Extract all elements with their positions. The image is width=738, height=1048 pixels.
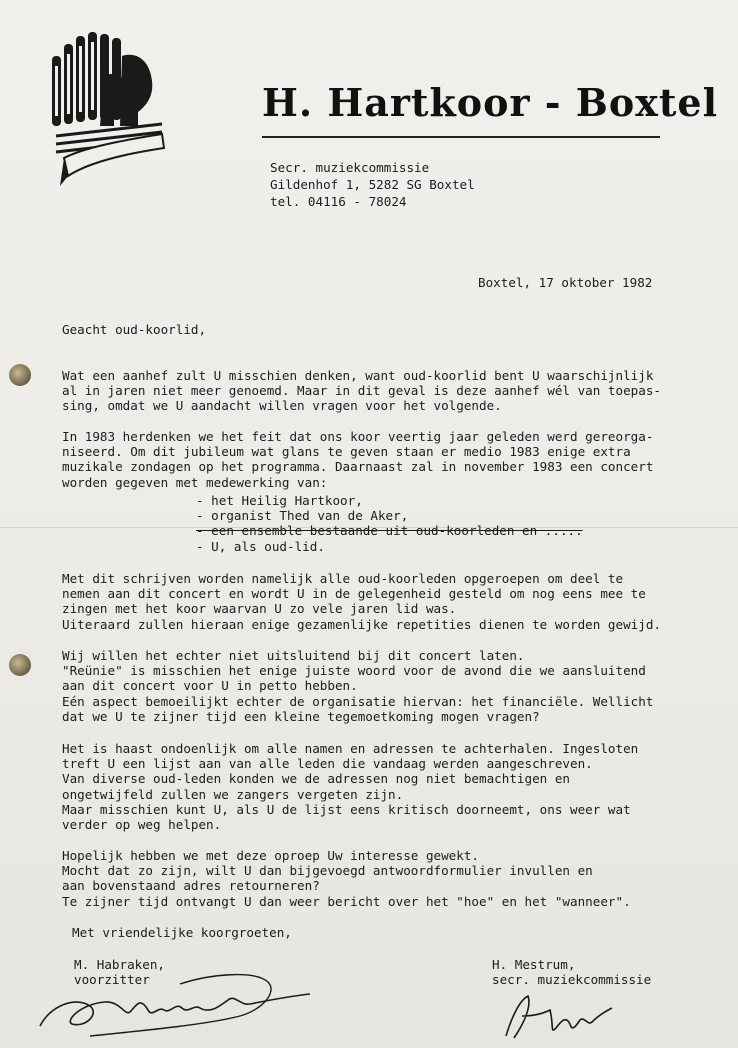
closing-line: Met vriendelijke koorgroeten, [72, 925, 292, 940]
paragraph-line: Van diverse oud-leden konden we de adressen nog niet bemachtigen en [62, 771, 570, 787]
address-line-3: tel. 04116 - 78024 [270, 194, 407, 209]
paragraph-line: In 1983 herdenken we het feit dat ons koor veertig jaar geleden werd gereorga- [62, 429, 654, 444]
choir-logo [42, 26, 172, 198]
paragraph-line: ongetwijfeld zullen we zangers vergeten zijn. [62, 786, 404, 802]
letterhead-rule [262, 136, 660, 138]
paragraph-line: Mocht dat zo zijn, wilt U dan bijgevoegd antwoordformulier invullen en [62, 863, 593, 879]
paragraph-line: Wat een aanhef zult U misschien denken, want oud-koorlid bent U waarschijnlijk [62, 368, 654, 383]
participant-item: - organist Thed van de Aker, [196, 508, 409, 524]
paragraph-line: Het is haast ondoenlijk om alle namen en adressen te achterhalen. Ingesloten [62, 741, 639, 756]
paragraph-line: "Reünie" is misschien het enige juiste woord voor de avond die we aansluitend [62, 663, 646, 679]
paragraph-line: aan dit concert voor U in petto hebben. [62, 678, 358, 694]
paragraph-2 [62, 429, 702, 490]
punch-hole-top [9, 364, 31, 386]
paragraph-line: aan bovenstaand adres retourneren? [62, 878, 320, 894]
paragraph-line: Hopelijk hebben we met deze oproep Uw interesse gewekt. [62, 848, 480, 863]
paragraph-4 [62, 648, 702, 724]
paragraph-line: muzikale zondagen op het programma. Daarnaast zal in november 1983 een concert [62, 459, 654, 475]
paragraph-line: Eén aspect bemoeilijkt echter de organisatie hiervan: het financiële. Wellicht [62, 693, 654, 709]
paragraph-line: Te zijner tijd ontvangt U dan weer bericht over het "hoe" en het "wanneer". [62, 893, 631, 909]
paragraph-1 [62, 368, 702, 414]
signatory-role: secr. muziekcommissie [492, 972, 652, 988]
salutation: Geacht oud-koorlid, [62, 322, 207, 337]
letter-date: Boxtel, 17 oktober 1982 [478, 275, 653, 290]
signatory-right [492, 957, 651, 987]
paragraph-line: worden gegeven met medewerking van: [62, 474, 328, 490]
punch-hole-bottom [9, 654, 31, 676]
paragraph-line: zingen met het koor waarvan U zo vele jaren lid was. [62, 601, 457, 617]
signature-left [30, 966, 330, 1046]
paragraph-line: niseerd. Om dit jubileum wat glans te geven staan er medio 1983 enige extra [62, 444, 631, 460]
signature-right [492, 986, 622, 1046]
signatory-name: H. Mestrum, [492, 957, 576, 972]
paragraph-line: Wij willen het echter niet uitsluitend bij dit concert laten. [62, 648, 525, 663]
paragraph-line: Maar misschien kunt U, als U de lijst eens kritisch doorneemt, ons weer wat [62, 801, 631, 817]
paragraph-line: Uiteraard zullen hieraan enige gezamenlijke repetities dienen te worden gewijd. [62, 616, 661, 632]
paragraph-line: dat we U te zijner tijd een kleine tegemoetkoming mogen vragen? [62, 708, 540, 724]
signatory-role: voorzitter [74, 972, 150, 988]
paragraph-line: treft U een lijst aan van alle leden die vandaag werden aangeschreven. [62, 756, 593, 772]
paragraph-line: nemen aan dit concert en wordt U in de gelegenheid gesteld om nog eens mee te [62, 586, 646, 602]
address-line-1: Secr. muziekcommissie [270, 160, 430, 175]
participant-list [196, 493, 583, 554]
participant-item: - het Heilig Hartkoor, [196, 493, 363, 508]
paragraph-6 [62, 848, 702, 909]
paragraph-line: sing, omdat we U aandacht willen vragen voor het volgende. [62, 398, 502, 414]
paragraph-line: Met dit schrijven worden namelijk alle oud-koorleden opgeroepen om deel te [62, 571, 624, 586]
paragraph-3 [62, 571, 702, 632]
address-line-2: Gildenhof 1, 5282 SG Boxtel [270, 177, 475, 192]
paragraph-line: al in jaren niet meer genoemd. Maar in dit geval is deze aanhef wél van toepas- [62, 383, 661, 399]
participant-item: - een ensemble bestaande uit oud-koorleden en ..... [196, 523, 583, 539]
paragraph-line: verder op weg helpen. [62, 817, 222, 833]
participant-item: - U, als oud-lid. [196, 538, 325, 554]
signatory-name: M. Habraken, [74, 957, 165, 972]
paragraph-5 [62, 741, 702, 832]
organization-title: H. Hartkoor - Boxtel [262, 80, 719, 125]
